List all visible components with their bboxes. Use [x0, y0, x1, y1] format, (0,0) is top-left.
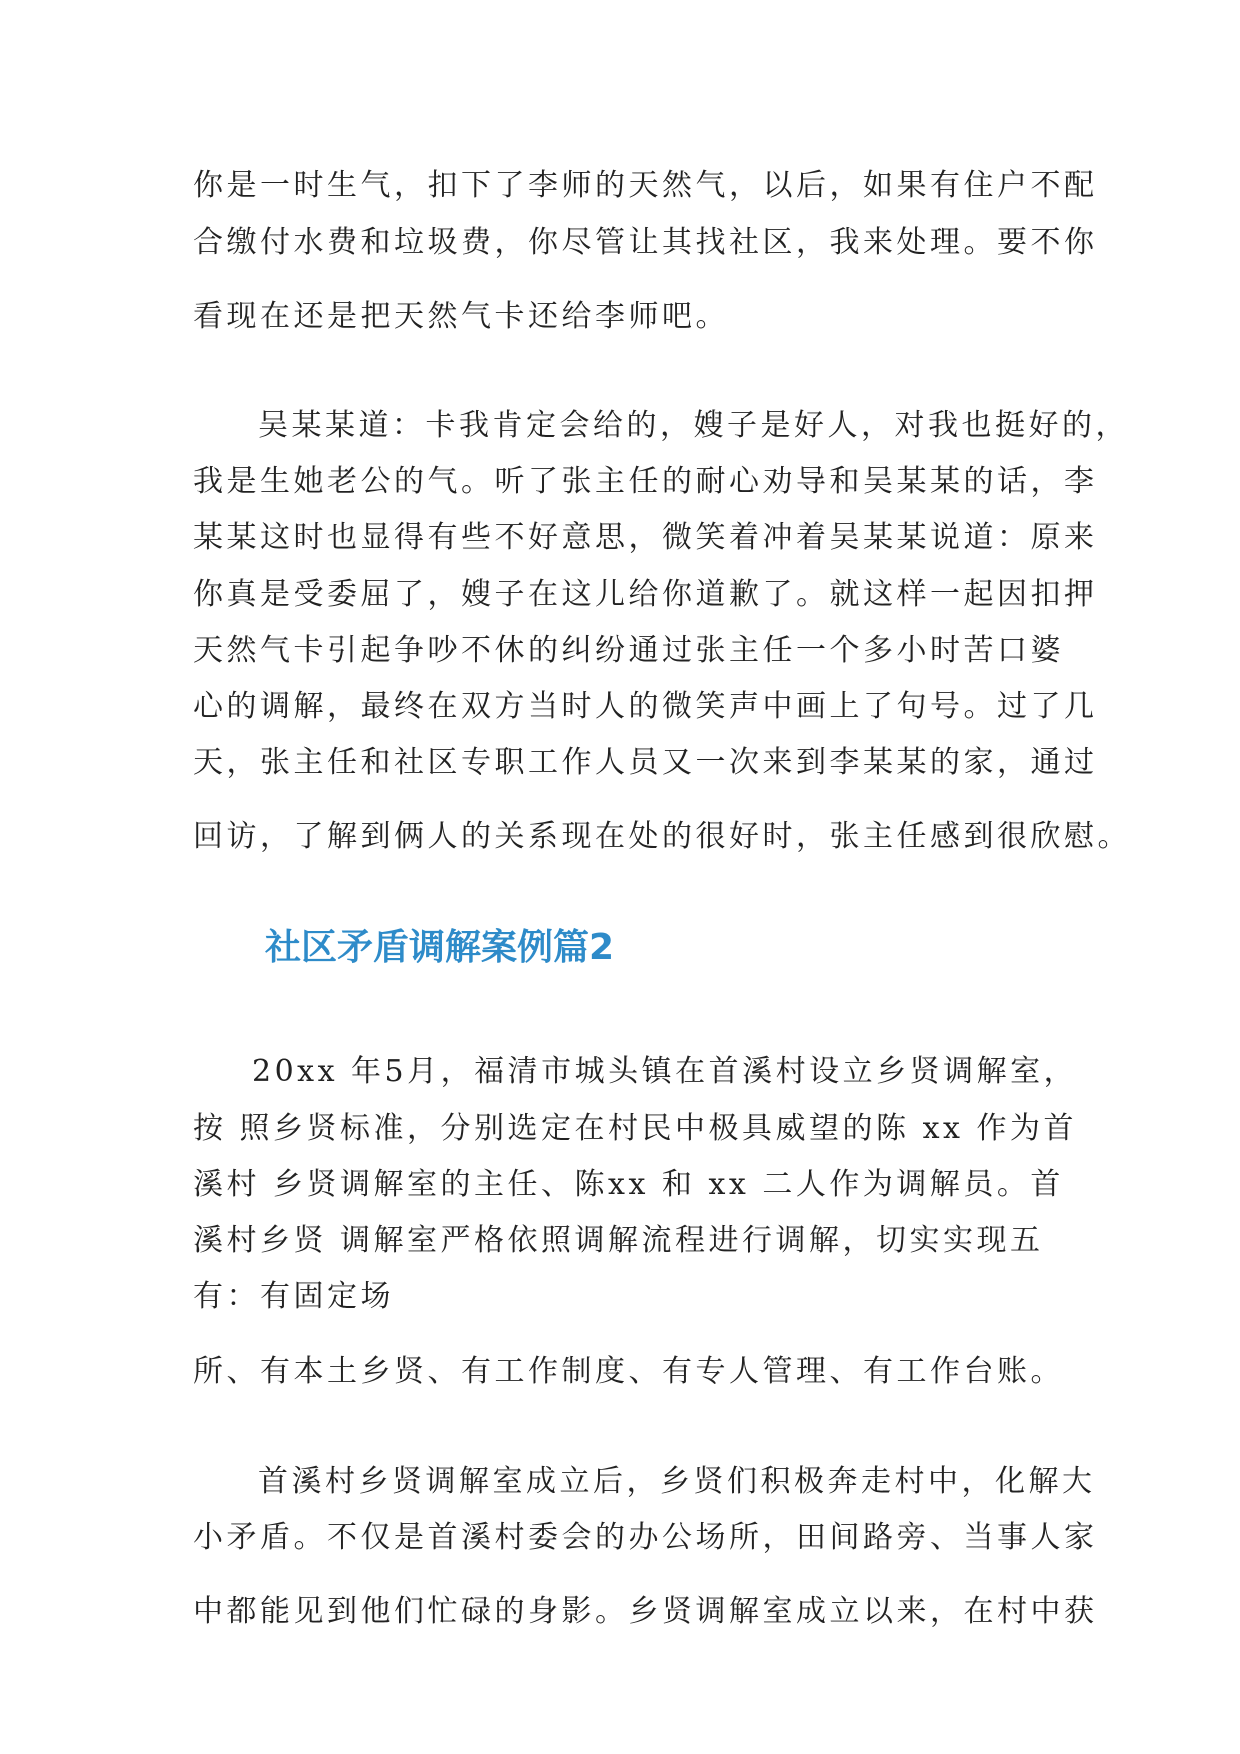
paragraph-line: 所、有本土乡贤、有工作制度、有专人管理、有工作台账。 — [193, 1354, 1064, 1389]
paragraph-line: 吴某某道：卡我肯定会给的，嫂子是好人，对我也挺好的， — [258, 408, 1129, 443]
paragraph-line: 20xx 年5月，福清市城头镇在首溪村设立乡贤调解室， — [252, 1054, 1078, 1089]
paragraph-line: 溪村 乡贤调解室的主任、陈xx 和 xx 二人作为调解员。首 — [193, 1167, 1064, 1202]
section-heading: 社区矛盾调解案例篇2 — [265, 927, 615, 968]
paragraph-line: 某某这时也显得有些不好意思，微笑着冲着吴某某说道：原来 — [193, 520, 1098, 555]
paragraph-line: 按 照乡贤标准，分别选定在村民中极具威望的陈 xx 作为首 — [193, 1111, 1077, 1146]
paragraph-line: 你真是受委屈了，嫂子在这儿给你道歉了。就这样一起因扣押 — [193, 577, 1098, 612]
paragraph-line: 心的调解，最终在双方当时人的微笑声中画上了句号。过了几 — [193, 689, 1098, 724]
paragraph-line: 我是生她老公的气。听了张主任的耐心劝导和吴某某的话，李 — [193, 464, 1098, 499]
paragraph-line: 有：有固定场 — [193, 1279, 394, 1314]
paragraph-line: 小矛盾。不仅是首溪村委会的办公场所，田间路旁、当事人家 — [193, 1520, 1098, 1555]
paragraph-line: 合缴付水费和垃圾费，你尽管让其找社区，我来处理。要不你 — [193, 225, 1098, 260]
paragraph-line: 中都能见到他们忙碌的身影。乡贤调解室成立以来，在村中获 — [193, 1594, 1098, 1629]
paragraph-line: 看现在还是把天然气卡还给李师吧。 — [193, 299, 729, 334]
paragraph-line: 溪村乡贤 调解室严格依照调解流程进行调解，切实实现五 — [193, 1223, 1044, 1258]
paragraph-line: 你是一时生气，扣下了李师的天然气，以后，如果有住户不配 — [193, 168, 1098, 203]
paragraph-line: 天，张主任和社区专职工作人员又一次来到李某某的家，通过 — [193, 745, 1098, 780]
paragraph-line: 回访，了解到俩人的关系现在处的很好时，张主任感到很欣慰。 — [193, 819, 1131, 854]
paragraph-line: 天然气卡引起争吵不休的纠纷通过张主任一个多小时苦口婆 — [193, 633, 1064, 668]
paragraph-line: 首溪村乡贤调解室成立后，乡贤们积极奔走村中，化解大 — [258, 1464, 1096, 1499]
